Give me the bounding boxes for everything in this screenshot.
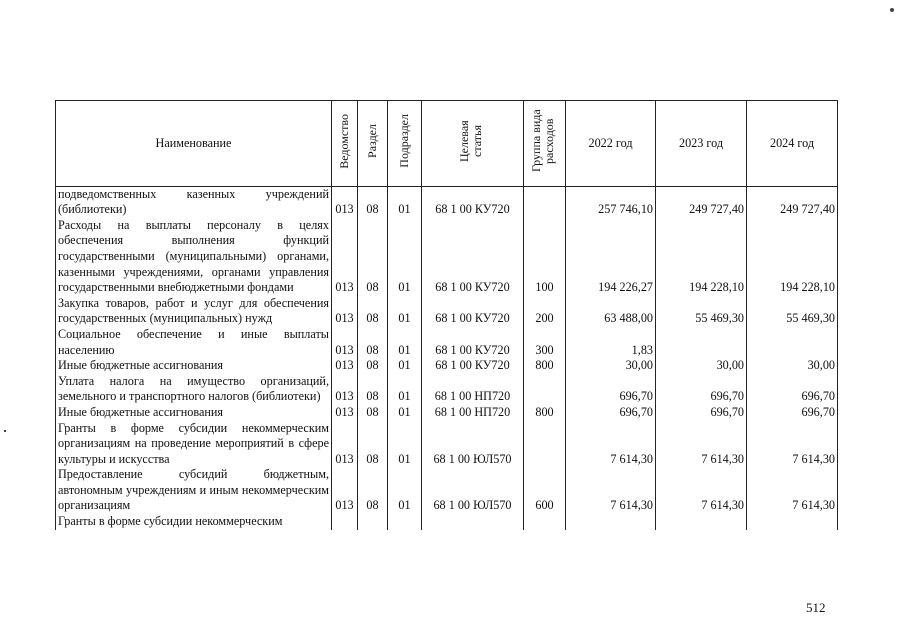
row-2023: 7 614,30 — [656, 421, 747, 468]
row-ved: 013 — [332, 186, 358, 218]
row-2024: 696,70 — [747, 405, 838, 421]
row-gvr: 200 — [524, 296, 566, 327]
row-2024: 7 614,30 — [747, 421, 838, 468]
row-2022: 7 614,30 — [566, 467, 656, 514]
row-2024 — [747, 514, 838, 530]
row-name: Иные бюджетные ассигнования — [56, 358, 332, 374]
row-razd: 08 — [358, 467, 388, 514]
row-ved: 013 — [332, 327, 358, 358]
row-ved: 013 — [332, 358, 358, 374]
row-podr: 01 — [388, 421, 422, 468]
row-razd: 08 — [358, 296, 388, 327]
row-name: Уплата налога на имущество организаций, земельного и транспортного налогов (библиотеки) — [56, 374, 332, 405]
row-podr — [388, 514, 422, 530]
row-podr: 01 — [388, 467, 422, 514]
row-gvr: 800 — [524, 405, 566, 421]
row-name: подведомственных казенных учреждений (библиотеки) — [56, 186, 332, 218]
table-row — [56, 374, 838, 405]
header-vedomstvo: Ведомство — [332, 101, 358, 187]
row-2022: 7 614,30 — [566, 421, 656, 468]
row-cs: 68 1 00 КУ720 — [422, 186, 524, 218]
row-gvr — [524, 186, 566, 218]
row-2023: 7 614,30 — [656, 467, 747, 514]
row-2024: 30,00 — [747, 358, 838, 374]
header-razdel: Раздел — [358, 101, 388, 187]
row-podr: 01 — [388, 296, 422, 327]
row-2022: 194 226,27 — [566, 218, 656, 296]
row-2023: 30,00 — [656, 358, 747, 374]
row-gvr — [524, 514, 566, 530]
row-podr: 01 — [388, 327, 422, 358]
row-razd: 08 — [358, 405, 388, 421]
row-2023 — [656, 327, 747, 358]
row-cs — [422, 514, 524, 530]
row-name: Социальное обеспечение и иные выплаты населению — [56, 327, 332, 358]
row-ved — [332, 514, 358, 530]
header-gruppa: Группа вида расходов — [524, 101, 566, 187]
row-cs: 68 1 00 КУ720 — [422, 218, 524, 296]
table-row — [56, 327, 838, 358]
row-razd — [358, 514, 388, 530]
row-razd: 08 — [358, 327, 388, 358]
row-ved: 013 — [332, 296, 358, 327]
row-2024: 696,70 — [747, 374, 838, 405]
row-gvr: 600 — [524, 467, 566, 514]
page-number: 512 — [806, 600, 826, 615]
row-podr: 01 — [388, 405, 422, 421]
row-razd: 08 — [358, 218, 388, 296]
row-2023: 249 727,40 — [656, 186, 747, 218]
row-2022: 1,83 — [566, 327, 656, 358]
row-razd: 08 — [358, 186, 388, 218]
row-2022: 696,70 — [566, 374, 656, 405]
row-razd: 08 — [358, 358, 388, 374]
row-gvr: 800 — [524, 358, 566, 374]
row-2023: 696,70 — [656, 374, 747, 405]
row-2023 — [656, 514, 747, 530]
scan-speck — [890, 8, 894, 12]
row-podr: 01 — [388, 186, 422, 218]
scan-speck — [4, 430, 6, 432]
row-cs: 68 1 00 ЮЛ570 — [422, 467, 524, 514]
row-podr: 01 — [388, 218, 422, 296]
header-name: Наименование — [56, 101, 332, 187]
row-name: Гранты в форме субсидии некоммерческим — [56, 514, 332, 530]
table-row — [56, 405, 838, 421]
row-2024 — [747, 327, 838, 358]
row-ved: 013 — [332, 374, 358, 405]
header-celevaya: Целевая статья — [422, 101, 524, 187]
row-razd: 08 — [358, 421, 388, 468]
row-cs: 68 1 00 НП720 — [422, 405, 524, 421]
row-name: Гранты в форме субсидии некоммерческим организациям на проведение мероприятий в сфере культуры и искусства — [56, 421, 332, 468]
row-2022: 257 746,10 — [566, 186, 656, 218]
table-row — [56, 186, 838, 218]
row-gvr: 300 — [524, 327, 566, 358]
header-2022: 2022 год — [566, 101, 656, 187]
row-podr: 01 — [388, 358, 422, 374]
table-row — [56, 296, 838, 327]
row-2022: 696,70 — [566, 405, 656, 421]
row-2024: 55 469,30 — [747, 296, 838, 327]
row-gvr: 100 — [524, 218, 566, 296]
row-2024: 249 727,40 — [747, 186, 838, 218]
row-name: Закупка товаров, работ и услуг для обеспечения государственных (муниципальных) нужд — [56, 296, 332, 327]
table-row — [56, 514, 838, 530]
table-row — [56, 421, 838, 468]
row-cs: 68 1 00 КУ720 — [422, 296, 524, 327]
row-2024: 7 614,30 — [747, 467, 838, 514]
row-ved: 013 — [332, 421, 358, 468]
row-gvr — [524, 421, 566, 468]
row-ved: 013 — [332, 405, 358, 421]
header-2023: 2023 год — [656, 101, 747, 187]
table-row — [56, 467, 838, 514]
row-ved: 013 — [332, 218, 358, 296]
row-podr: 01 — [388, 374, 422, 405]
header-podrazdel: Подраздел — [388, 101, 422, 187]
row-2023: 194 228,10 — [656, 218, 747, 296]
row-ved: 013 — [332, 467, 358, 514]
row-2024: 194 228,10 — [747, 218, 838, 296]
budget-table — [55, 100, 838, 530]
row-cs: 68 1 00 КУ720 — [422, 358, 524, 374]
row-2023: 55 469,30 — [656, 296, 747, 327]
row-2023: 696,70 — [656, 405, 747, 421]
row-name: Предоставление субсидий бюджетным, автономным учреждениям и иным некоммерческим организациям — [56, 467, 332, 514]
header-2024: 2024 год — [747, 101, 838, 187]
row-2022 — [566, 514, 656, 530]
row-cs: 68 1 00 ЮЛ570 — [422, 421, 524, 468]
row-cs: 68 1 00 КУ720 — [422, 327, 524, 358]
row-2022: 63 488,00 — [566, 296, 656, 327]
row-gvr — [524, 374, 566, 405]
table-row — [56, 218, 838, 296]
row-razd: 08 — [358, 374, 388, 405]
row-name: Иные бюджетные ассигнования — [56, 405, 332, 421]
table-row — [56, 358, 838, 374]
row-2022: 30,00 — [566, 358, 656, 374]
row-cs: 68 1 00 НП720 — [422, 374, 524, 405]
header-row — [56, 101, 838, 187]
row-name: Расходы на выплаты персоналу в целях обеспечения выполнения функций государственными (муниципальными) органами, казенными учреждениями, органами управления государственными внебюджетными фондами — [56, 218, 332, 296]
